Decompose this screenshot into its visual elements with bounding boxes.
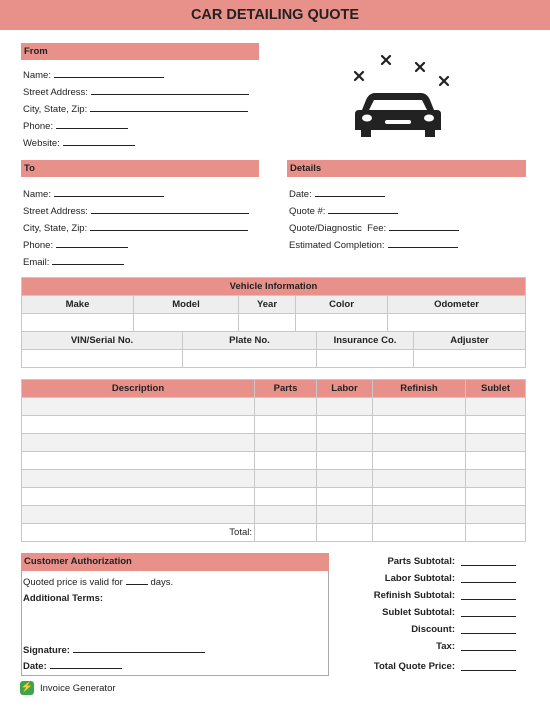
from-street-field[interactable] (23, 86, 249, 98)
col-color: Color (296, 296, 388, 314)
col-make: Make (22, 296, 134, 314)
details-completion-label: Estimated Completion: (289, 240, 385, 251)
valid-days-field[interactable] (23, 576, 173, 588)
details-fee-label: Quote/Diagnostic Fee: (289, 223, 387, 234)
total-parts-cell[interactable] (255, 524, 317, 542)
parts-subtotal-label: Parts Subtotal: (387, 556, 455, 567)
details-heading: Details (287, 160, 526, 177)
odometer-cell[interactable] (388, 314, 526, 332)
total-sublet-cell[interactable] (466, 524, 526, 542)
table-row[interactable] (22, 506, 526, 524)
total-quote-price-field[interactable] (461, 661, 516, 671)
col-labor: Labor (317, 380, 373, 398)
details-quote-number-field[interactable] (289, 205, 398, 217)
table-row[interactable] (22, 488, 526, 506)
to-street-field[interactable] (23, 205, 249, 217)
col-sublet: Sublet (466, 380, 526, 398)
valid-days-pre: Quoted price is valid for (23, 577, 123, 588)
discount-field[interactable] (461, 624, 516, 634)
from-website-field[interactable] (23, 137, 135, 149)
auth-date-label: Date: (23, 661, 47, 672)
vehicle-info-table-2 (21, 331, 526, 368)
col-year: Year (239, 296, 296, 314)
to-city-label: City, State, Zip: (23, 223, 88, 234)
table-row[interactable] (22, 416, 526, 434)
year-cell[interactable] (239, 314, 296, 332)
col-vin: VIN/Serial No. (22, 332, 183, 350)
to-phone-label: Phone: (23, 240, 54, 251)
details-quote-number-label: Quote #: (289, 206, 326, 217)
col-odometer: Odometer (388, 296, 526, 314)
document-title: CAR DETAILING QUOTE (0, 0, 550, 30)
refinish-subtotal-field[interactable] (461, 590, 516, 600)
from-website-label: Website: (23, 138, 60, 149)
auth-date-field[interactable] (23, 660, 122, 672)
signature-field[interactable] (23, 644, 205, 656)
to-name-label: Name: (23, 189, 51, 200)
vehicle-info-heading: Vehicle Information (22, 278, 526, 296)
vehicle-info-table (21, 277, 526, 332)
refinish-subtotal-label: Refinish Subtotal: (373, 590, 455, 601)
sublet-subtotal-label: Sublet Subtotal: (382, 607, 455, 618)
to-heading: To (21, 160, 259, 177)
plate-cell[interactable] (183, 350, 317, 368)
make-cell[interactable] (22, 314, 134, 332)
col-plate: Plate No. (183, 332, 317, 350)
discount-label: Discount: (411, 624, 455, 635)
to-street-label: Street Address: (23, 206, 88, 217)
from-name-label: Name: (23, 70, 51, 81)
model-cell[interactable] (134, 314, 239, 332)
col-insurance: Insurance Co. (317, 332, 414, 350)
to-phone-field[interactable] (23, 239, 128, 251)
labor-subtotal-field[interactable] (461, 573, 516, 583)
from-heading: From (21, 43, 259, 60)
adjuster-cell[interactable] (414, 350, 526, 368)
color-cell[interactable] (296, 314, 388, 332)
col-refinish: Refinish (373, 380, 466, 398)
from-phone-label: Phone: (23, 121, 54, 132)
from-name-field[interactable] (23, 69, 164, 81)
additional-terms-label: Additional Terms: (23, 593, 104, 604)
to-city-field[interactable] (23, 222, 248, 234)
table-row[interactable] (22, 398, 526, 416)
to-email-field[interactable] (23, 256, 124, 268)
col-adjuster: Adjuster (414, 332, 526, 350)
car-sparkle-icon (345, 50, 455, 142)
tax-label: Tax: (436, 641, 455, 652)
details-date-label: Date: (289, 189, 312, 200)
line-items-table (21, 379, 526, 542)
col-parts: Parts (255, 380, 317, 398)
footer (20, 681, 116, 695)
from-phone-field[interactable] (23, 120, 128, 132)
total-label: Total: (22, 524, 255, 542)
table-row[interactable] (22, 470, 526, 488)
total-quote-price-label: Total Quote Price: (373, 661, 455, 672)
details-completion-field[interactable] (289, 239, 458, 251)
parts-subtotal-field[interactable] (461, 556, 516, 566)
insurance-cell[interactable] (317, 350, 414, 368)
details-fee-field[interactable] (289, 222, 459, 234)
valid-days-post: days. (150, 577, 174, 588)
signature-label: Signature: (23, 645, 70, 656)
to-email-label: Email: (23, 257, 50, 268)
col-description: Description (22, 380, 255, 398)
from-city-field[interactable] (23, 103, 248, 115)
from-street-label: Street Address: (23, 87, 88, 98)
vin-cell[interactable] (22, 350, 183, 368)
labor-subtotal-label: Labor Subtotal: (384, 573, 455, 584)
to-name-field[interactable] (23, 188, 164, 200)
total-refinish-cell[interactable] (373, 524, 466, 542)
invoice-generator-logo-icon: ⚡ (20, 682, 34, 693)
authorization-heading: Customer Authorization (21, 553, 329, 571)
details-date-field[interactable] (289, 188, 385, 200)
total-labor-cell[interactable] (317, 524, 373, 542)
table-row[interactable] (22, 452, 526, 470)
col-model: Model (134, 296, 239, 314)
footer-brand: Invoice Generator (40, 682, 116, 694)
table-row[interactable] (22, 434, 526, 452)
sublet-subtotal-field[interactable] (461, 607, 516, 617)
tax-field[interactable] (461, 641, 516, 651)
from-city-label: City, State, Zip: (23, 104, 88, 115)
